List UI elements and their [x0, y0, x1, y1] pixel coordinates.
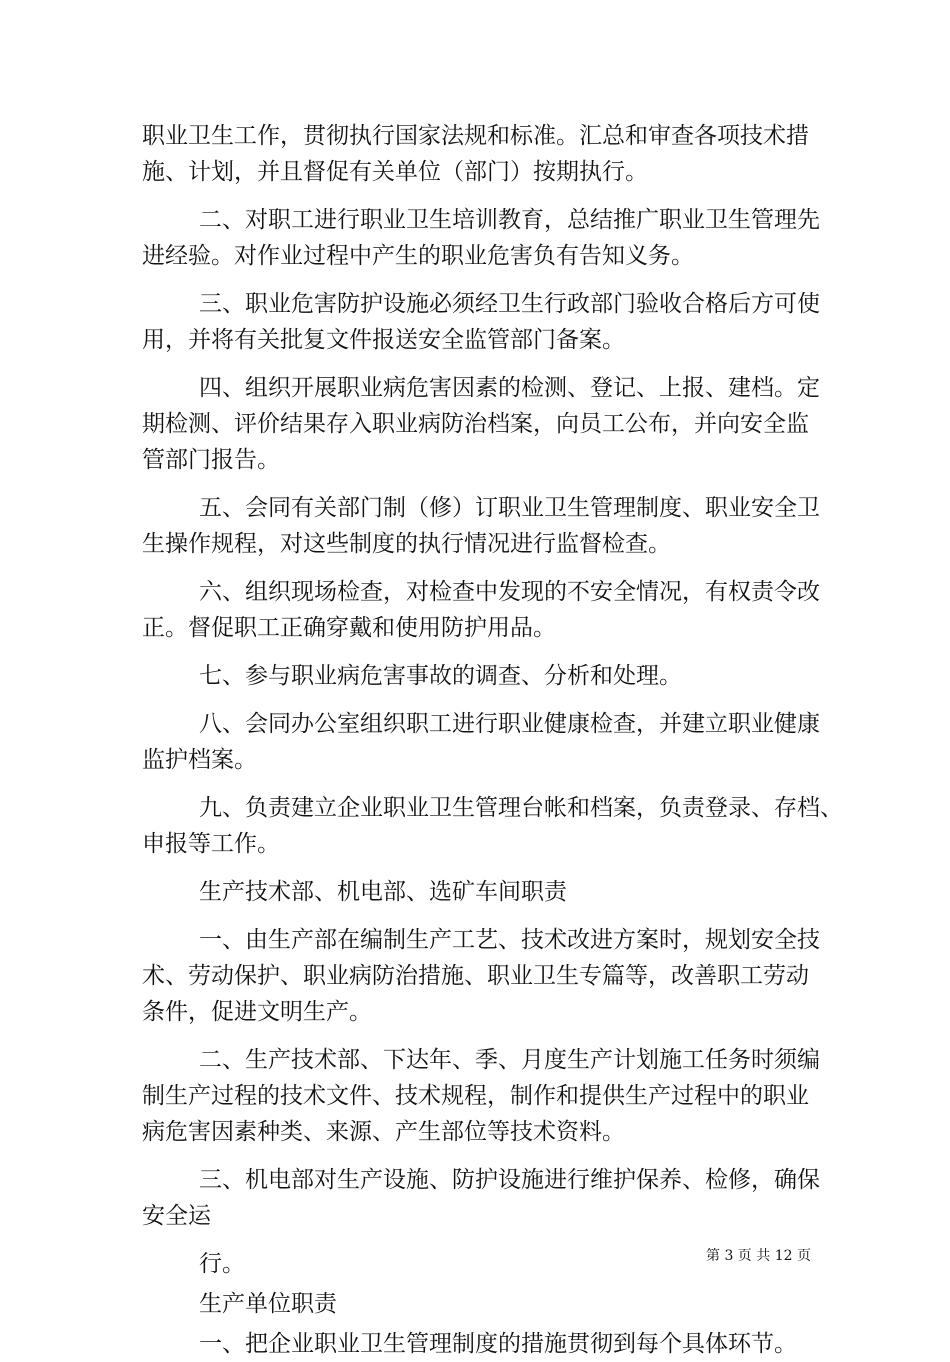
- text-line: 术、劳动保护、职业病防治措施、职业卫生专篇等，改善职工劳动: [142, 963, 809, 989]
- text-line: 用，并将有关批复文件报送安全监管部门备案。: [142, 327, 625, 353]
- text-line: 病危害因素种类、来源、产生部位等技术资料。: [142, 1119, 625, 1145]
- section-heading: 生产单位职责: [199, 1291, 337, 1317]
- text-line: 正。督促职工正确穿戴和使用防护用品。: [142, 615, 556, 641]
- text-line: 三、职业危害防护设施必须经卫生行政部门验收合格后方可使: [199, 291, 820, 317]
- text-line: 一、把企业职业卫生管理制度的措施贯彻到每个具体环节。: [199, 1331, 797, 1357]
- text-line: 制生产过程的技术文件、技术规程，制作和提供生产过程中的职业: [142, 1083, 809, 1109]
- text-line: 二、生产技术部、下达年、季、月度生产计划施工任务时须编: [199, 1047, 820, 1073]
- text-line: 一、由生产部在编制生产工艺、技术改进方案时，规划安全技: [199, 927, 820, 953]
- text-line: 申报等工作。: [142, 831, 280, 857]
- page-number: 第 3 页 共 12 页: [706, 1248, 811, 1264]
- text-line: 五、会同有关部门制（修）订职业卫生管理制度、职业安全卫: [199, 495, 820, 521]
- text-line: 进经验。对作业过程中产生的职业危害负有告知义务。: [142, 243, 694, 269]
- text-line: 二、对职工进行职业卫生培训教育，总结推广职业卫生管理先: [199, 207, 820, 233]
- text-line: 安全运: [142, 1203, 211, 1229]
- text-line: 条件，促进文明生产。: [142, 999, 372, 1025]
- section-heading: 生产技术部、机电部、选矿车间职责: [199, 879, 567, 905]
- text-line: 监护档案。: [142, 747, 257, 773]
- text-line: 管部门报告。: [142, 447, 280, 473]
- document-body: [142, 118, 843, 1362]
- text-line: 行。: [199, 1251, 245, 1277]
- text-line: 八、会同办公室组织职工进行职业健康检查，并建立职业健康: [199, 711, 820, 737]
- text-line: 施、计划，并且督促有关单位（部门）按期执行。: [142, 159, 648, 185]
- text-line: 九、负责建立企业职业卫生管理台帐和档案，负责登录、存档、: [199, 795, 843, 821]
- text-line: 四、组织开展职业病危害因素的检测、登记、上报、建档。定: [199, 375, 820, 401]
- text-line: 三、机电部对生产设施、防护设施进行维护保养、检修，确保: [199, 1167, 820, 1193]
- text-line: 六、组织现场检查，对检查中发现的不安全情况，有权责令改: [199, 579, 820, 605]
- text-line: 七、参与职业病危害事故的调查、分析和处理。: [199, 663, 682, 689]
- text-line: 期检测、评价结果存入职业病防治档案，向员工公布，并向安全监: [142, 411, 809, 437]
- text-line: 职业卫生工作，贯彻执行国家法规和标准。汇总和审查各项技术措: [142, 123, 809, 149]
- text-line: 生操作规程，对这些制度的执行情况进行监督检查。: [142, 531, 671, 557]
